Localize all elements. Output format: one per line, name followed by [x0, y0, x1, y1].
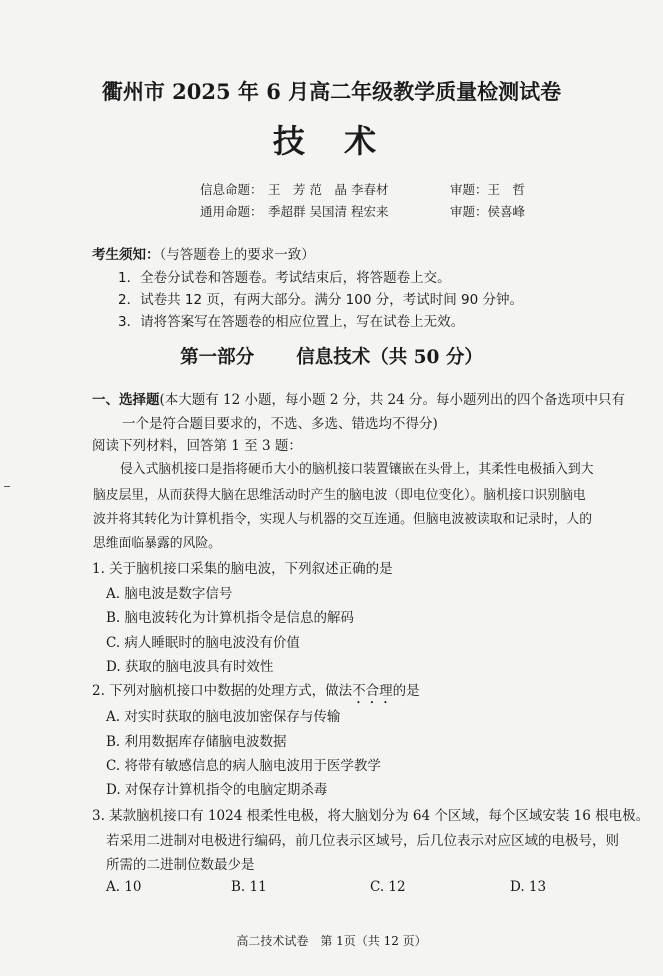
scan-mark [4, 486, 10, 487]
question-2-stem-start: 2. 下列对脑机接口中数据的处理方式，做法 [92, 683, 353, 699]
reading-line: 侵入式脑机接口是指将硬币大小的脑机接口装置镶嵌在头骨上，其柔性电极插入到大 [120, 462, 594, 477]
question-2-option: B. 利用数据库存储脑电波数据 [106, 734, 287, 750]
part-one-title [0, 343, 663, 369]
general-reviewer: 审题：侯喜峰 [450, 204, 526, 219]
section-heading: 一、选择题 [92, 392, 160, 408]
question-3-option: D. 13 [510, 879, 547, 895]
reading-line: 思维面临暴露的风险。 [93, 536, 221, 551]
question-3-option: A. 10 [106, 879, 142, 895]
notice-label: 考生须知： [92, 247, 160, 263]
question-2-stem [92, 679, 420, 707]
exam-title: 衢州市 2025 年 6 月高二年级教学质量检测试卷 [101, 79, 562, 104]
general-author-names: 季超群 吴国清 程宏来 [268, 204, 389, 219]
info-author-names: 王 芳 范 晶 李春材 [268, 182, 389, 197]
question-2-option: D. 对保存计算机指令的电脑定期杀毒 [106, 782, 328, 798]
question-2-stem-end: 的是 [392, 683, 420, 699]
question-1-option: D. 获取的脑电波具有时效性 [106, 659, 274, 675]
question-2-option: C. 将带有敏感信息的病人脑电波用于医学教学 [106, 758, 381, 774]
question-3-line: 3. 某款脑机接口有 1024 根柔性电极，将大脑划分为 64 个区域，每个区域安装 16 根电极。 [92, 808, 650, 824]
question-3-line: 所需的二进制位数最少是 [106, 857, 255, 873]
notice-item: 3．请将答案写在答题卷的相应位置上，写在试卷上无效。 [118, 314, 465, 330]
reading-intro: 阅读下列材料，回答第 1 至 3 题： [92, 438, 302, 454]
part-one-name: 第一部分 [180, 347, 255, 368]
question-3-line: 若采用二进制对电极进行编码，前几位表示区域号，后几位表示对应区域的电极号，则 [106, 833, 619, 849]
question-1-option: A. 脑电波是数字信号 [106, 586, 233, 602]
question-1-option: C. 病人睡眠时的脑电波没有价值 [106, 635, 300, 651]
question-1-option: B. 脑电波转化为计算机指令是信息的解码 [106, 610, 355, 626]
question-3-option: C. 12 [370, 879, 406, 895]
subject-title: 技 术 [272, 122, 391, 160]
general-author-label: 通用命题： [200, 204, 263, 219]
info-reviewer: 审题：王 哲 [450, 182, 526, 197]
section-desc: (本大题有 12 小题，每小题 2 分，共 24 分。每小题列出的四个备选项中只有 [159, 392, 625, 408]
question-3-option: B. 11 [231, 879, 267, 895]
part-one-subject: 信息技术（共 50 分） [296, 347, 483, 368]
section-desc-cont: 一个是符合题目要求的，不选、多选、错选均不得分) [122, 416, 438, 432]
page-footer: 高二技术试卷 第 1页（共 12 页） [236, 934, 427, 948]
question-2-emphasis: 不合理 [352, 683, 393, 699]
notice-note: （与答题卷上的要求一致） [159, 247, 315, 263]
info-author-label: 信息命题： [200, 182, 263, 197]
notice-item: 2．试卷共 12 页，有两大部分。满分 100 分，考试时间 90 分钟。 [118, 292, 523, 308]
reading-line: 波并将其转化为计算机指令，实现人与机器的交互连通。但脑电波被读取和记录时，人的 [93, 512, 593, 527]
reading-line: 脑皮层里，从而获得大脑在思维活动时产生的脑电波（即电位变化）。脑机接口识别脑电 [93, 488, 586, 503]
question-2-option: A. 对实时获取的脑电波加密保存与传输 [106, 709, 341, 725]
section-one-intro [92, 388, 625, 408]
question-1-stem: 1. 关于脑机接口采集的脑电波，下列叙述正确的是 [92, 561, 393, 577]
notice-heading [92, 243, 315, 263]
notice-item: 1．全卷分试卷和答题卷。考试结束后，将答题卷上交。 [118, 270, 451, 286]
